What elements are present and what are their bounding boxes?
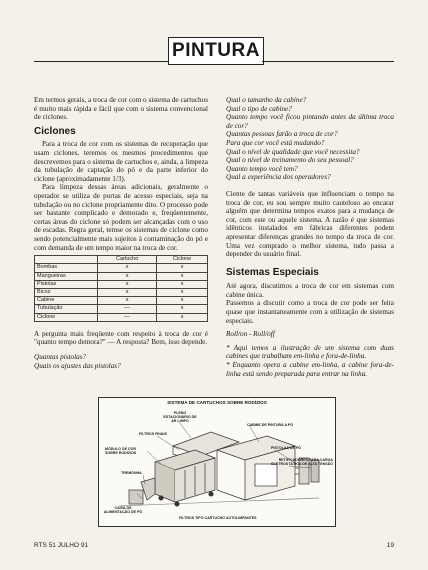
especiais-paragraph-1: Até agora, discutimos a troca de cor em sistemas com cabine única. xyxy=(226,282,394,299)
cartucho-mark: — xyxy=(98,313,157,321)
bullet-item: * Enquanto opera a cabine em-linha, a cabine fora-de-linha está sendo preparada para entrar na linha. xyxy=(226,361,394,378)
label-tremonha: TREMONHA xyxy=(121,471,142,475)
table-row xyxy=(35,264,208,272)
system-diagram xyxy=(98,397,336,527)
bullet-item: * Aqui temos a ilustração de um sistema com duas cabines que trabalham em-linha e fora-de-linha. xyxy=(226,343,394,361)
label-caixa: CAIXA DE ALIMENTAÇÃO DE PÓ xyxy=(103,506,143,514)
heading-ciclones: Ciclones xyxy=(34,125,76,137)
question-item: Quanto tempo você tem? xyxy=(226,164,298,173)
ciclones-paragraph-1: Para a troca de cor com os sistemas de recuperação que usam ciclones, teremos os mesmos procedimentos que descrevemos para o sistema de cartuchos e, ainda, a limpeza da tubulação de captação do pó e da parte inferior do ciclone (aproximadamente 1/3). xyxy=(34,140,208,183)
cartucho-mark: x xyxy=(98,264,157,272)
label-modulo: MÓDULO DE COR SOBRE RODÍZIOS xyxy=(105,447,137,455)
table-header-row xyxy=(35,256,208,264)
label-retificadores: RETIFICADORES PARA CARGA ELETROSTÁTICA DE ALTA TENSÃO xyxy=(271,458,333,466)
table-row xyxy=(35,297,208,305)
row-label: Bombas xyxy=(35,264,98,272)
ciclone-mark: x xyxy=(157,313,208,321)
right-column xyxy=(226,96,394,378)
table-header-ciclone: Ciclone xyxy=(157,256,208,264)
question-item: Qual o tamanho da cabine? xyxy=(226,96,307,104)
question-item: Quanto tempo você ficou pintando antes da última troca de cor? xyxy=(226,113,394,130)
page-number: 19 xyxy=(386,542,394,549)
question-ajustes: Quais os ajustes das pistolas? xyxy=(34,361,121,370)
floor-line xyxy=(119,498,319,506)
row-label: Mangueiras xyxy=(35,272,98,280)
header-rule-left xyxy=(34,61,168,62)
question-item: Qual a experiência dos operadores? xyxy=(226,173,331,182)
row-label: Ciclone xyxy=(35,313,98,321)
label-cabine: CABINE DE PINTURA A PÓ xyxy=(247,423,294,427)
ciclones-paragraph-2: Para limpeza dessas áreas adicionais, geralmente o operador se utiliza de portas de acesso especiais, seja na tubulação ou no ciclone propriamente dito. O processo pode ser bastante complicado e demorado e, freqüentemente, certas áreas do ciclone só podem ser alcançadas com o uso de escadas. Regra geral, temse os sistemas de ciclone como sendo potencialmente mais sujeitos à contaminação do pó e com demanda de um tempo maior na troca de cor. xyxy=(34,183,208,252)
ciclone-mark: x xyxy=(157,305,208,313)
row-label: Cabine xyxy=(35,297,98,305)
row-label: Bicos xyxy=(35,288,98,296)
table-row xyxy=(35,313,208,321)
cartucho-mark: x xyxy=(98,297,157,305)
cartucho-mark: x xyxy=(98,272,157,280)
table-row xyxy=(35,280,208,288)
table-row xyxy=(35,272,208,280)
question-item: Qual o tipo de cabine? xyxy=(226,104,292,113)
intro-paragraph: Em termos gerais, a troca de cor com o sistema de cartuchos é muito mais rápida e fácil que com o sistema convencional de ciclones. xyxy=(34,96,208,122)
cartucho-mark: x xyxy=(98,288,157,296)
table-row xyxy=(35,305,208,313)
table-row xyxy=(35,288,208,296)
ciclone-mark: x xyxy=(157,280,208,288)
cartucho-mark: x xyxy=(98,280,157,288)
ciclone-mark: x xyxy=(157,272,208,280)
row-label: Pistolas xyxy=(35,280,98,288)
wheel xyxy=(209,492,213,496)
cartucho-mark: — xyxy=(98,305,157,313)
section-title: PINTURA xyxy=(168,37,264,65)
table-header-cartucho: Cartucho xyxy=(98,256,157,264)
label-pleno: PLENO ESTACIONÁRIO DE AR LIMPO xyxy=(163,411,197,423)
wheel xyxy=(175,502,179,506)
diagram-title: SISTEMA DE CARTUCHOS SOBRE RODÍZIOS xyxy=(167,400,267,405)
footer-issue: RTS 51 JULHO 91 xyxy=(34,542,89,549)
question-item: Quantas pessoas farão a troca de cor? xyxy=(226,130,338,139)
ciclone-mark: x xyxy=(157,297,208,305)
ciclone-mark: x xyxy=(157,264,208,272)
comparison-table xyxy=(34,255,208,322)
question-item: Qual o nível de treinamento do seu pessoal? xyxy=(226,156,354,165)
row-label: Tubulação xyxy=(35,305,98,313)
left-column xyxy=(34,96,208,370)
rollon-label: Roll/on - Roll/off xyxy=(226,330,275,339)
label-filtros-cartucho: FILTROS TIPO CARTUCHO AUTOLIMPANTES xyxy=(179,516,257,520)
heading-sistemas-especiais: Sistemas Especiais xyxy=(226,266,319,278)
ciclone-mark: x xyxy=(157,288,208,296)
wheel xyxy=(159,496,163,500)
question-item: Para que cor você está mudando? xyxy=(226,138,325,147)
question-item: Qual o nível de qualidade que você necessita? xyxy=(226,147,360,156)
label-filtros-finais: FILTROS FINAIS xyxy=(139,432,167,436)
variables-paragraph: Ciente de tantas variáveis que influenciam o tempo na troca de cor, eu sou sempre muito cauteloso ao encarar alguém que determina tempos exatos para a mudança de cor, com este ou aquele sistema. A razão é que sistemas idênticos instalados em fábricas diferentes podem apresentar diferenças grandes no tempo da troca de cor. Uma vez comprado o melhor sistema, tudo passa a depender do usuário final. xyxy=(226,189,394,259)
label-pistolas: PISTOLAS DE PÓ xyxy=(271,446,302,450)
especiais-paragraph-2: Passemos a discutir como a troca de cor pode ser feita quase que instantaneamente com a utilização de sistemas especiais. xyxy=(226,299,394,325)
booth-opening xyxy=(255,464,277,486)
header-rule-right xyxy=(262,61,394,62)
question-pistolas: Quantas pistolas? xyxy=(34,352,87,361)
table-header-empty xyxy=(35,256,98,264)
question-paragraph: A pergunta mais freqüente com respeito à troca de cor é "quanto tempo demora?" — A resposta? Bem, isso depende. xyxy=(34,329,208,347)
